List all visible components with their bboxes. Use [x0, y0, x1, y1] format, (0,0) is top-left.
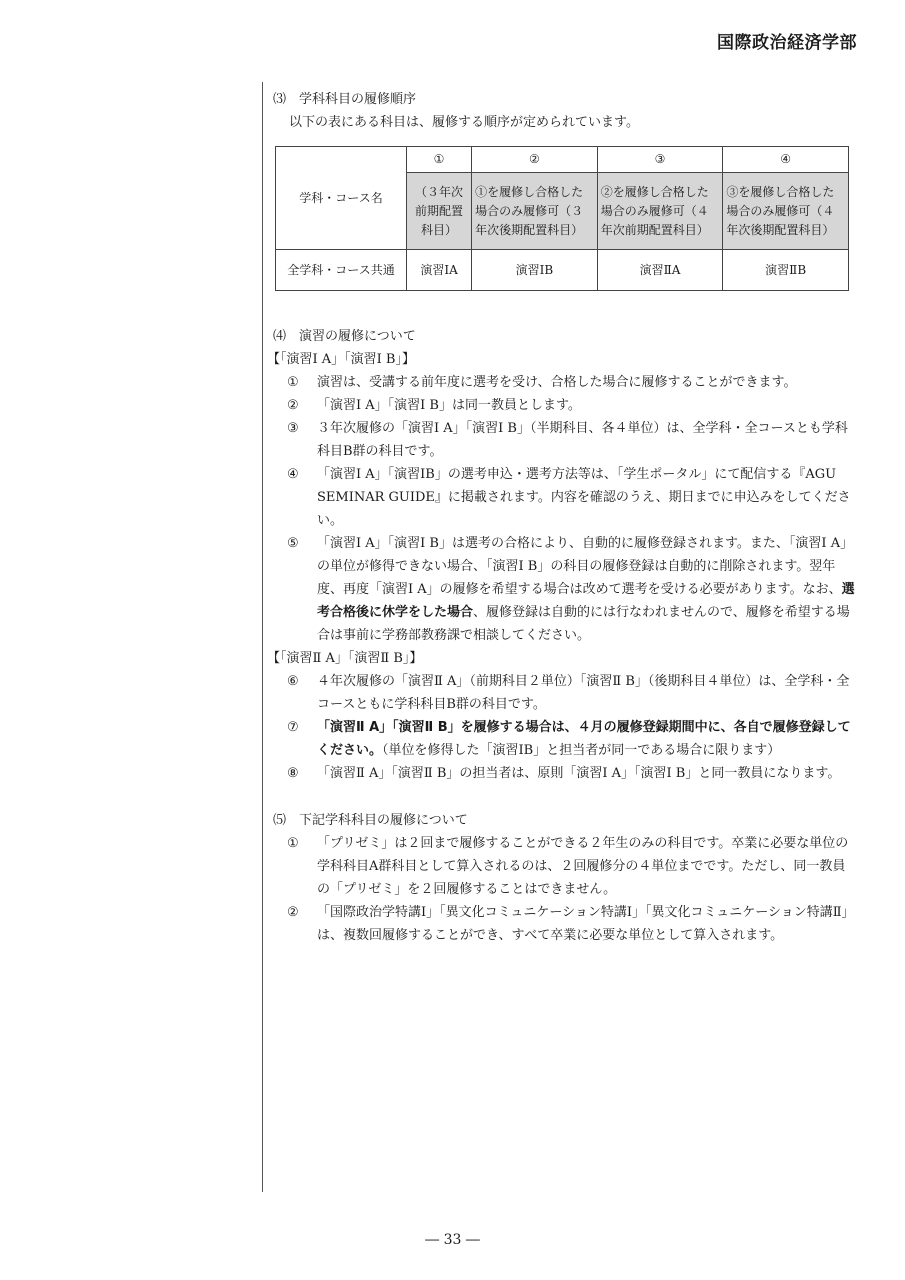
step-condition: （３年次前期配置科目）	[407, 173, 472, 250]
list-item	[287, 463, 858, 532]
seminar-2-group-title: 【「演習Ⅱ A」「演習Ⅱ B」】	[267, 651, 423, 666]
list-item	[287, 371, 858, 394]
item-number: ⑤	[287, 536, 299, 551]
item-number: ①	[287, 836, 299, 851]
list-item	[287, 832, 858, 901]
course-order-table	[275, 146, 849, 291]
course-cell: 演習ⅡB	[723, 250, 849, 291]
list-item	[287, 901, 858, 947]
section-5	[273, 809, 858, 947]
main-content	[267, 88, 858, 947]
item-text: ３年次履修の「演習Ⅰ A」「演習Ⅰ B」（半期科目、各４単位）は、全学科・全コースとも学科科目B群の科目です。	[317, 421, 848, 459]
margin-rule	[262, 82, 263, 1192]
step-header: ④	[723, 147, 849, 173]
step-header: ②	[472, 147, 598, 173]
item-text-part: （単位を修得した「演習ⅠB」と担当者が同一である場合に限ります）	[382, 743, 781, 758]
step-header: ③	[597, 147, 723, 173]
course-cell: 演習ⅡA	[597, 250, 723, 291]
item-text-emphasis: 選考合格後に休学をした場合	[317, 582, 855, 620]
item-number: ③	[287, 421, 299, 436]
sec4-heading: ⑷ 演習の履修について	[273, 329, 416, 344]
list-item	[287, 394, 858, 417]
item-text: 「演習Ⅱ A」「演習Ⅱ B」の担当者は、原則「演習Ⅰ A」「演習Ⅰ B」と同一教員になります。	[317, 766, 841, 781]
seminar-1-group-title: 【「演習Ⅰ A」「演習Ⅰ B」】	[267, 352, 415, 367]
item-number: ②	[287, 905, 299, 920]
item-text: 「プリゼミ」は２回まで履修することができる２年生のみの科目です。卒業に必要な単位の学科科目A群科目として算入されるのは、２回履修分の４単位までです。ただし、同一教員の「プリゼミ」を２回履修することはできません。	[317, 836, 849, 897]
item-text-part: 「演習Ⅰ A」「演習Ⅰ B」は選考の合格により、自動的に履修登録されます。また、「演習Ⅰ A」の単位が修得できない場合、「演習Ⅰ B」の科目の履修登録は自動的に削除されます。翌年度、再度「演習Ⅰ A」の履修を希望する場合は改めて選考を受ける必要があります。なお、	[317, 536, 854, 597]
item-text: 「演習Ⅰ A」「演習ⅠB」の選考申込・選考方法等は、「学生ポータル」にて配信する『AGU SEMINAR GUIDE』に掲載されます。内容を確認のうえ、期日までに申込みをしてください。	[317, 467, 851, 528]
step-condition: ③を履修し合格した場合のみ履修可（４年次後期配置科目）	[723, 173, 849, 250]
list-item	[287, 670, 858, 716]
course-cell: 演習ⅠB	[472, 250, 598, 291]
item-text-part: 、履修登録は自動的には行なわれませんので、履修を希望する場合は事前に学務部教務課で相談してください。	[317, 605, 850, 643]
sec3-intro: 以下の表にある科目は、履修する順序が定められています。	[289, 115, 639, 130]
item-text: 「国際政治学特講Ⅰ」「異文化コミュニケーション特講Ⅰ」「異文化コミュニケーション特講Ⅱ」は、複数回履修することができ、すべて卒業に必要な単位として算入されます。	[317, 905, 855, 943]
faculty-header: 国際政治経済学部	[717, 33, 857, 53]
list-item	[287, 716, 858, 762]
item-number: ②	[287, 398, 299, 413]
table-name-header: 学科・コース名	[276, 147, 407, 250]
item-text	[317, 532, 858, 647]
list-item	[287, 417, 858, 463]
step-condition: ②を履修し合格した場合のみ履修可（４年次前期配置科目）	[597, 173, 723, 250]
list-item	[287, 532, 858, 647]
page-number: ― 33 ―	[425, 1232, 480, 1248]
item-number: ④	[287, 467, 299, 482]
step-condition: ①を履修し合格した場合のみ履修可（３年次後期配置科目）	[472, 173, 598, 250]
item-text	[317, 716, 858, 762]
item-number: ①	[287, 375, 299, 390]
list-item	[287, 762, 858, 785]
item-number: ⑥	[287, 674, 299, 689]
table-row-label: 全学科・コース共通	[276, 250, 407, 291]
item-number: ⑧	[287, 766, 299, 781]
item-text-emphasis: 「演習Ⅱ A」「演習Ⅱ B」を履修する場合は、４月の履修登録期間中に、各自で履修登録してください。	[317, 720, 851, 758]
item-number: ⑦	[287, 720, 299, 735]
item-text: 「演習Ⅰ A」「演習Ⅰ B」は同一教員とします。	[317, 398, 581, 413]
sec5-heading: ⑸ 下記学科科目の履修について	[273, 813, 468, 828]
step-header: ①	[407, 147, 472, 173]
item-text: ４年次履修の「演習Ⅱ A」（前期科目２単位）「演習Ⅱ B」（後期科目４単位）は、全学科・全コースともに学科科目B群の科目です。	[317, 674, 850, 712]
item-text: 演習は、受講する前年度に選考を受け、合格した場合に履修することができます。	[317, 375, 797, 390]
sec3-heading: ⑶ 学科科目の履修順序	[273, 92, 417, 107]
section-4	[267, 325, 858, 785]
course-cell: 演習ⅠA	[407, 250, 472, 291]
